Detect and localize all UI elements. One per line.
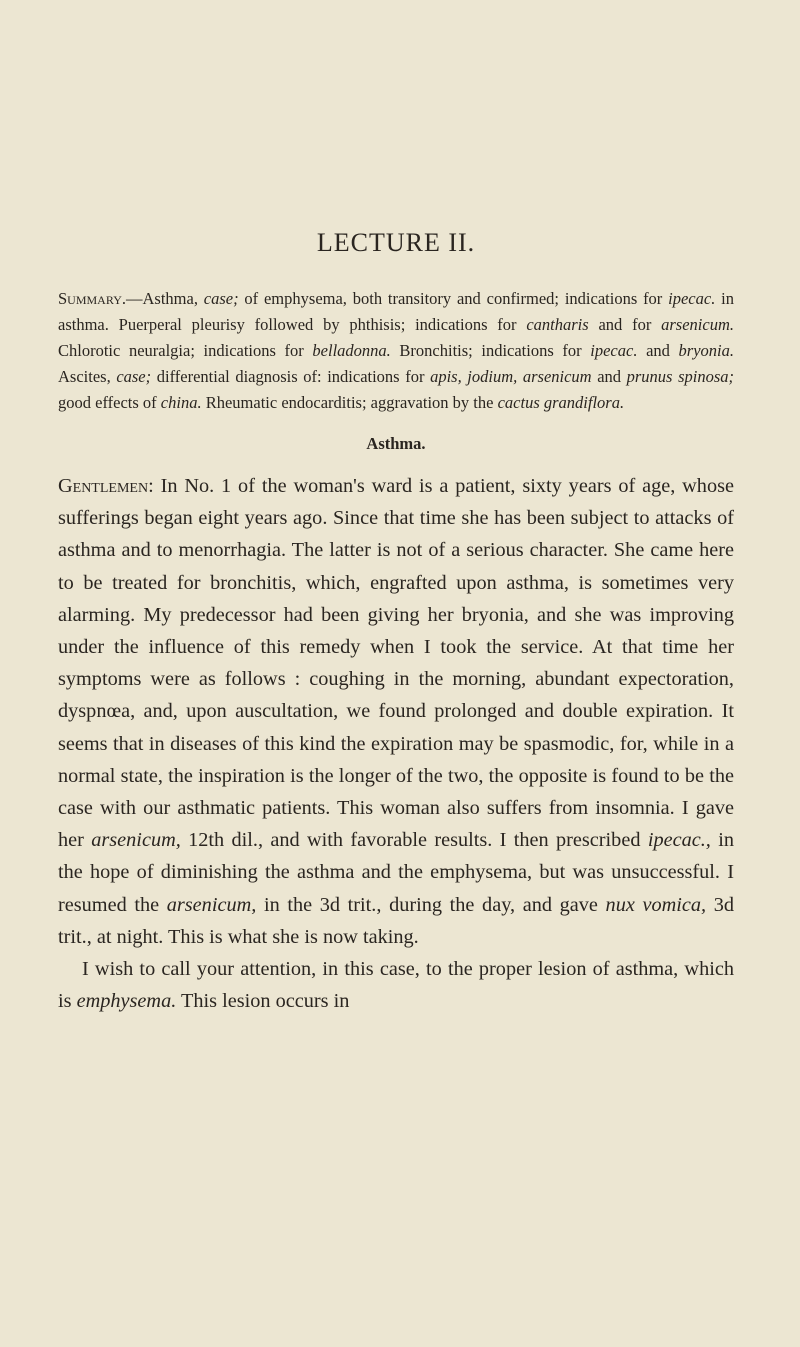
summary-body — [58, 289, 734, 412]
text-run: in the hope of diminishing the asthma and the emphysema, but was unsuccessful. I resumed the — [58, 829, 734, 916]
text-run: Chlorotic neuralgia; indications for — [58, 341, 313, 360]
text-run: —Asthma, — [125, 289, 204, 308]
italic-term: arsenicum. — [661, 315, 734, 334]
text-run: Ascites, — [58, 367, 117, 386]
italic-term: apis, jodium, arsenicum — [430, 367, 592, 386]
italic-term: cantharis — [526, 315, 589, 334]
italic-term: arsenicum, — [91, 829, 181, 852]
italic-term: case; — [203, 289, 239, 308]
italic-term: nux vomica, — [605, 893, 707, 916]
text-run: good effects of — [58, 393, 161, 412]
text-run: 12th dil., and with favorable results. I then prescribed — [180, 829, 648, 852]
paragraph-1-body — [58, 475, 734, 948]
text-run: : In No. 1 of the woman's ward is a patient, sixty years of age, whose sufferings began eight years ago. Since that time she has been subject to attacks of asthma and to menorrhagia. The latter is not of a serious character. She came here to be treated for bronchitis, which, engrafted upon asthma, is sometimes very alarming. My predecessor had been giving her bryonia, and she was improving under the influence of this remedy when I took the service. At that time her symptoms were as follows : coughing in the morning, abundant expectoration, dyspnœa, and, upon auscultation, we found prolonged and double expiration. It seems that in diseases of this kind the expiration may be spasmodic, for, while in a normal state, the inspiration is the longer of the two, the opposite is found to be the case with our asthmatic patients. This woman also suffers from insomnia. I gave her — [58, 475, 734, 852]
text-run: in asthma. Puerperal pleurisy followed by phthisis; indications for — [58, 289, 734, 334]
text-run: and for — [588, 315, 662, 334]
italic-term: belladonna. — [312, 341, 391, 360]
italic-term: emphysema. — [76, 990, 177, 1013]
text-run: This lesion occurs in — [176, 990, 350, 1013]
italic-term: ipecac., — [647, 829, 711, 852]
text-run: Bronchitis; indications for — [390, 341, 591, 360]
text-run: and — [637, 341, 679, 360]
paragraph-2-body — [58, 958, 734, 1012]
body-paragraph-1 — [58, 470, 734, 953]
italic-term: ipecac. — [668, 289, 716, 308]
lecture-title: LECTURE II. — [316, 228, 476, 257]
italic-term: arsenicum, — [166, 893, 257, 916]
text-run: differential diagnosis of: indications for — [151, 367, 431, 386]
body-paragraph-2 — [58, 953, 734, 1017]
summary-label: Summary. — [58, 289, 126, 308]
italic-term: case; — [116, 367, 152, 386]
salutation: Gentlemen — [58, 475, 149, 497]
italic-term: china. — [160, 393, 202, 412]
text-run: of emphysema, both transitory and confirmed; indications for — [238, 289, 669, 308]
text-run: I wish to call your attention, in this case, to the proper lesion of asthma, which is — [58, 958, 734, 1013]
italic-term: bryonia. — [678, 341, 734, 360]
text-run: and — [591, 367, 627, 386]
section-heading: Asthma. — [366, 434, 426, 453]
text-run: in the 3d trit., during the day, and gave — [256, 893, 606, 916]
italic-term: cactus grandiflora. — [497, 393, 625, 412]
italic-term: ipecac. — [590, 341, 638, 360]
italic-term: prunus spinosa; — [626, 367, 735, 386]
summary-paragraph — [58, 286, 734, 416]
text-run: Rheumatic endocarditis; aggravation by the — [201, 393, 498, 412]
text-run: 3d trit., at night. This is what she is now taking. — [58, 893, 735, 948]
